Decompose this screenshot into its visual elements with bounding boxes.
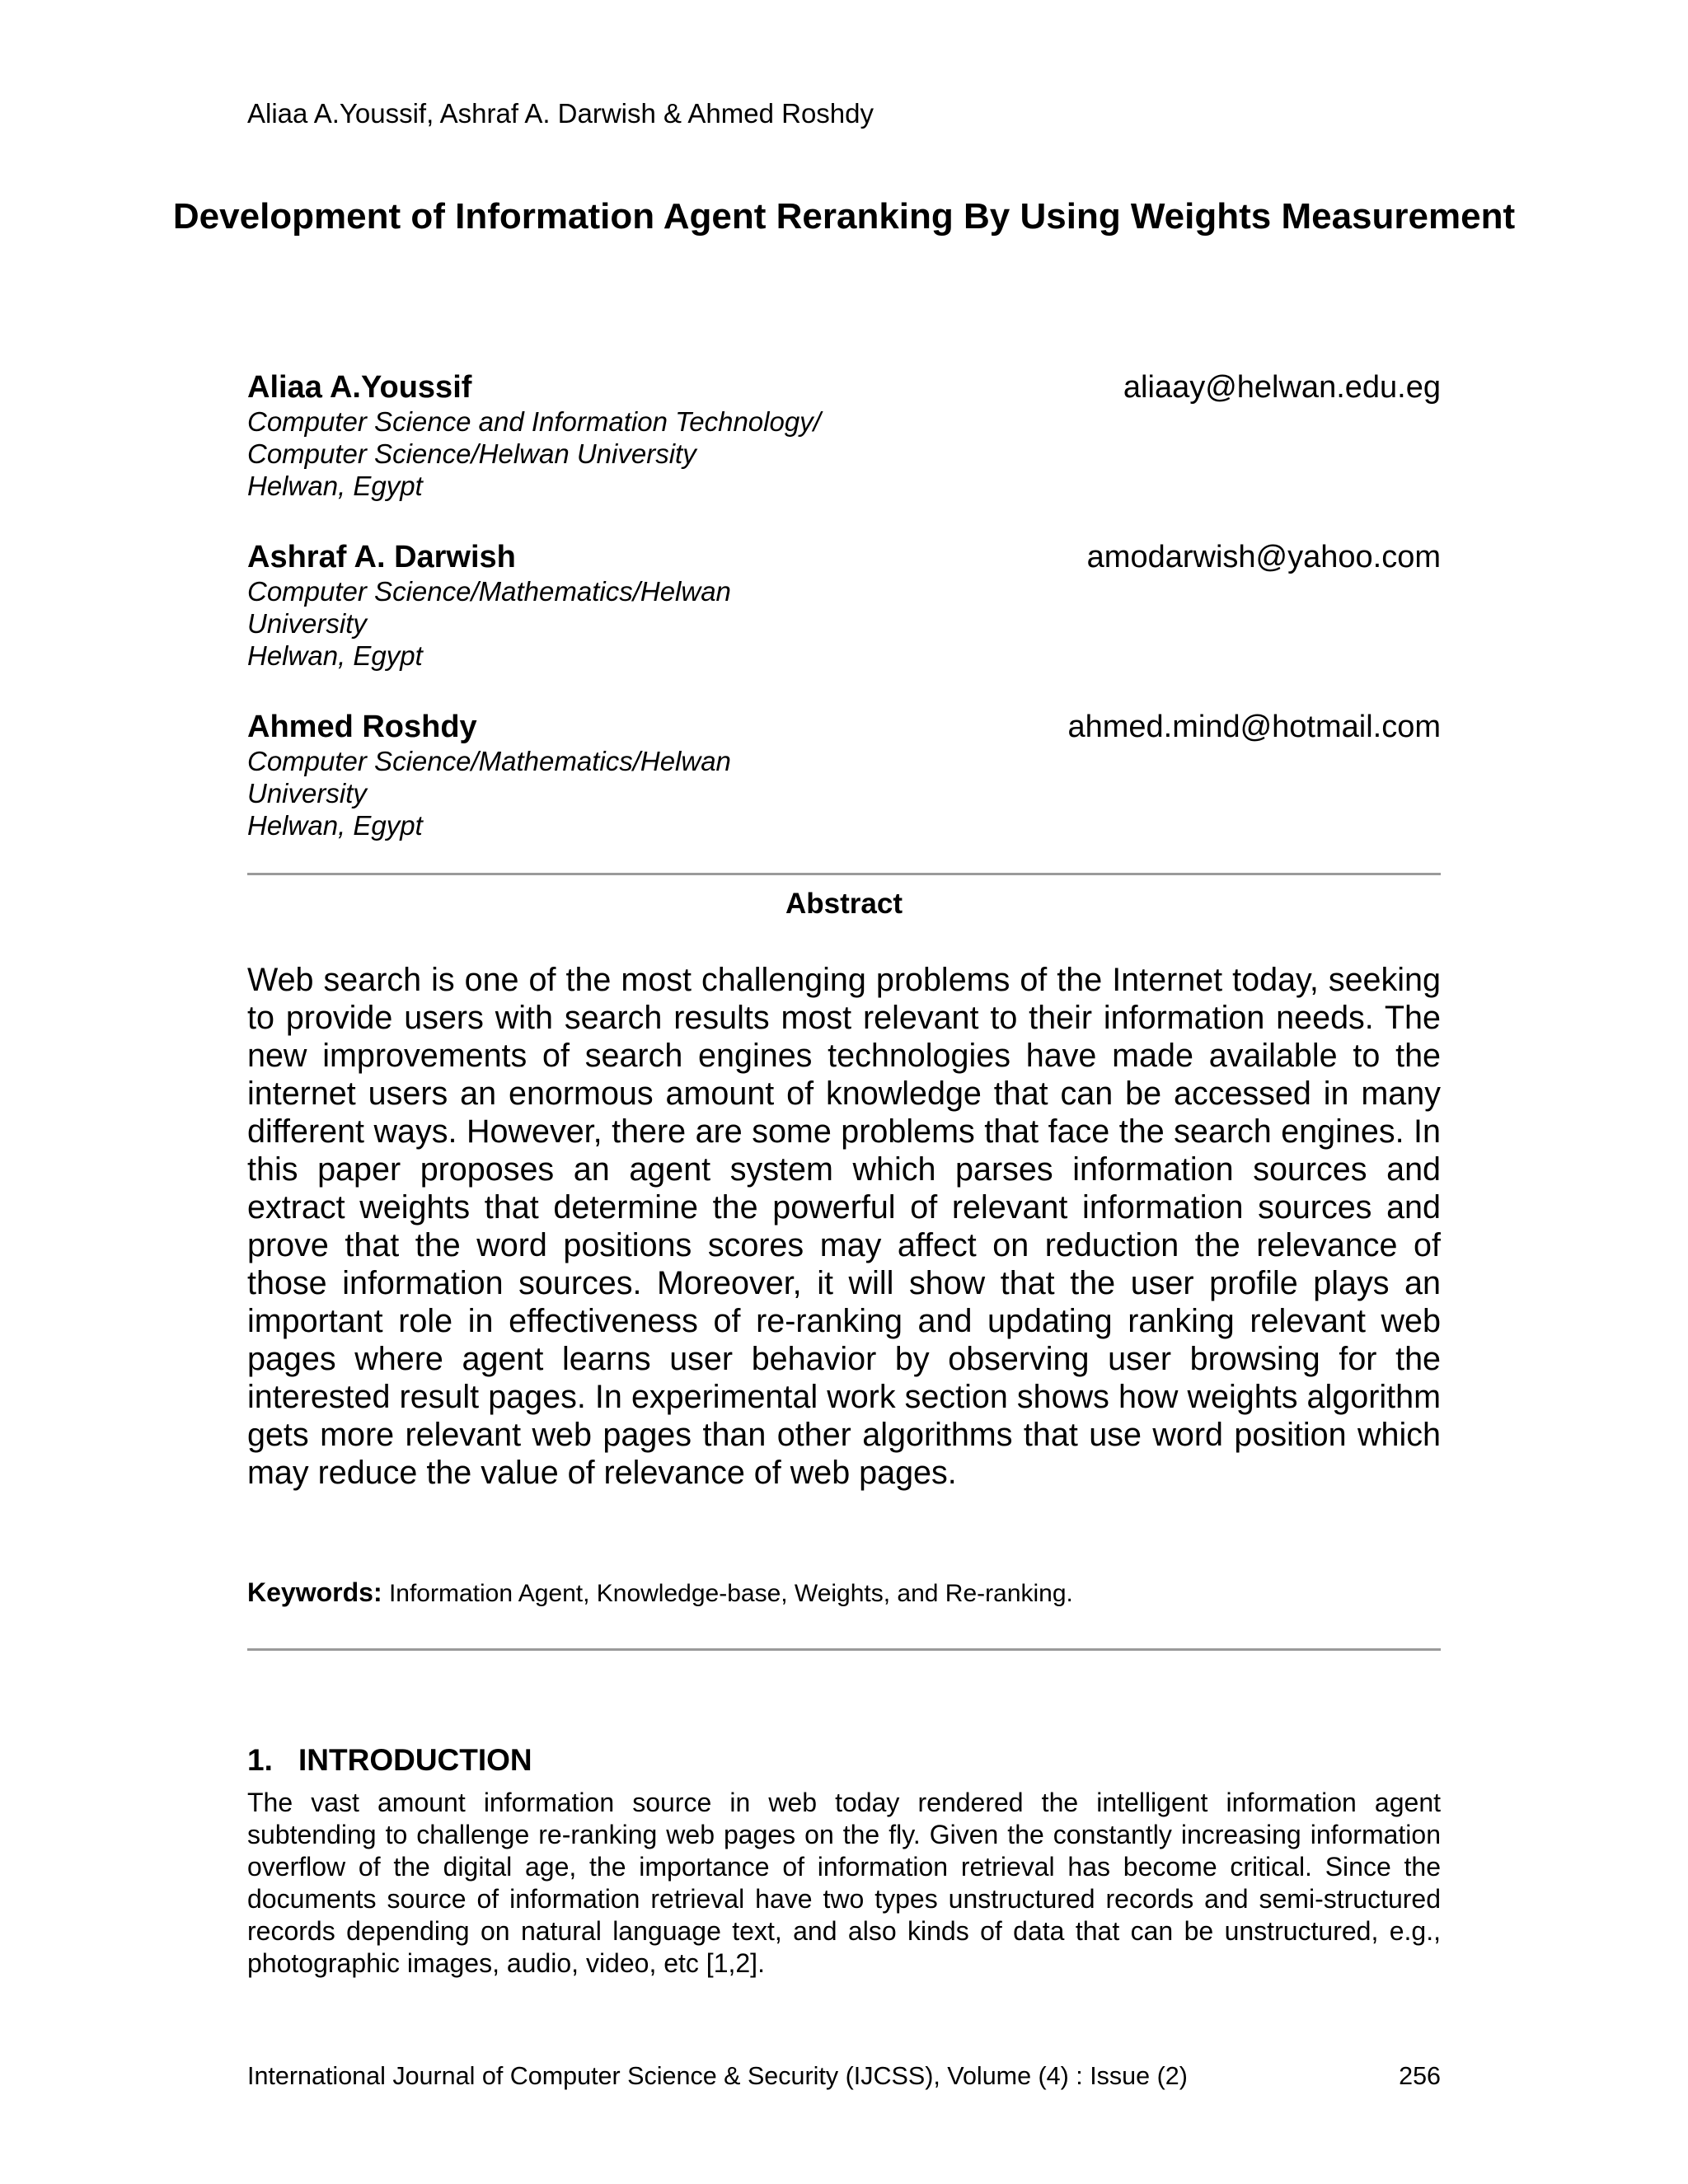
author-affiliation-line: Helwan, Egypt [247, 640, 423, 671]
author-name: Ashraf A. Darwish [247, 540, 516, 574]
author-affiliation-line: University [247, 778, 367, 808]
author-block [247, 369, 1441, 502]
keywords-label: Keywords: [247, 1577, 382, 1607]
abstract-heading: Abstract [785, 888, 903, 920]
author-email: amodarwish@yahoo.com [1086, 540, 1441, 574]
author-email: ahmed.mind@hotmail.com [1067, 710, 1441, 744]
page-number: 256 [1399, 2062, 1441, 2090]
section-title: INTRODUCTION [298, 1743, 532, 1777]
author-affiliation-line: Computer Science/Helwan University [247, 438, 696, 469]
author-affiliation-line: Helwan, Egypt [247, 810, 423, 841]
author-affiliation-line: University [247, 608, 367, 639]
author-affiliation-line: Computer Science/Mathematics/Helwan [247, 746, 731, 776]
author-name: Aliaa A.Youssif [247, 370, 472, 405]
author-block [247, 539, 1441, 672]
keywords-text: Information Agent, Knowledge-base, Weights, and Re-ranking. [388, 1580, 1073, 1607]
divider-rule [247, 873, 1441, 875]
introduction-body: The vast amount information source in web today rendered the intelligent information agent subtending to challenge re-ranking web pages on the fly. Given the constantly increasing information overflow of the digital age, the importance of information retrieval has become critical. Since the documents source of information retrieval have two types unstructured records and semi-structured records depending on natural language text, and also kinds of data that can be unstructured, e.g., photographic images, audio, video, etc [1,2]. [247, 1788, 1441, 1978]
author-email: aliaay@helwan.edu.eg [1123, 370, 1441, 405]
abstract-body: Web search is one of the most challenging problems of the Internet today, seeking to provide users with search results most relevant to their information needs. The new improvements of search engines technologies have made available to the internet users an enormous amount of knowledge that can be accessed in many different ways. However, there are some problems that face the search engines. In this paper proposes an agent system which parses information sources and extract weights that determine the powerful of relevant information sources and prove that the word positions scores may affect on reduction the relevance of those information sources. Moreover, it will show that the user profile plays an important role in effectiveness of re-ranking and updating ranking relevant web pages where agent learns user behavior by observing user browsing for the interested result pages. In experimental work section shows how weights algorithm gets more relevant web pages than other algorithms that use word position which may reduce the value of relevance of web pages. [247, 962, 1441, 1491]
keywords [247, 1577, 1441, 1610]
section-number: 1. [247, 1743, 273, 1777]
author-block [247, 709, 1441, 841]
divider-rule [247, 1648, 1441, 1651]
author-affiliation-line: Computer Science and Information Technology/ [247, 406, 821, 437]
author-name: Ahmed Roshdy [247, 710, 477, 744]
author-affiliation-line: Helwan, Egypt [247, 471, 423, 501]
footer-journal: International Journal of Computer Science & Security (IJCSS), Volume (4) : Issue (2) [247, 2062, 1188, 2090]
section-heading [247, 1742, 532, 1779]
running-header: Aliaa A.Youssif, Ashraf A. Darwish & Ahmed Roshdy [247, 98, 874, 129]
paper-title: Development of Information Agent Reranking By Using Weights Measurement [172, 196, 1516, 237]
author-affiliation-line: Computer Science/Mathematics/Helwan [247, 576, 731, 607]
